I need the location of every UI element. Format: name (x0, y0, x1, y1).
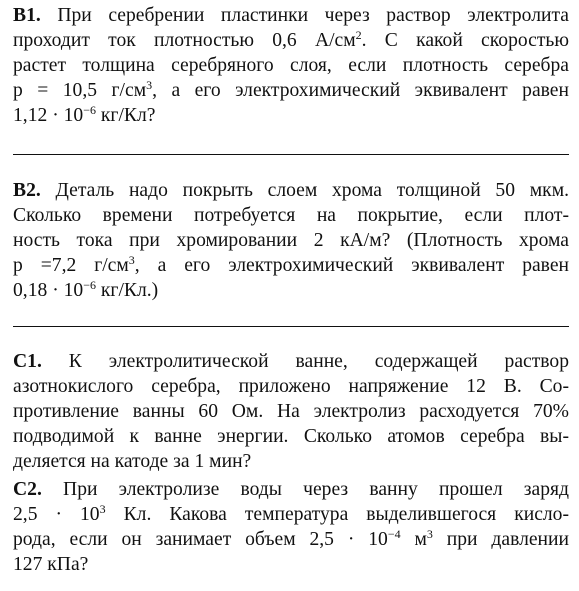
line-text: При электролизе воды через ванну прошел заряд (63, 479, 569, 500)
superscript: 3 (128, 253, 135, 267)
superscript: −4 (387, 527, 401, 541)
line-text: 1,12 · 10 (13, 105, 84, 126)
line-text: . С какой скоростью (361, 30, 569, 51)
problem-line (13, 78, 569, 103)
superscript: −6 (83, 278, 96, 292)
problem-line (13, 178, 569, 203)
line-text: м (400, 529, 427, 550)
problem-number: B2. (13, 180, 41, 201)
problem-line (13, 228, 569, 253)
superscript: 3 (99, 502, 106, 516)
line-text: деляется на катоде за 1 мин? (13, 451, 252, 472)
line-text: Деталь надо покрыть слоем хрома толщиной 50 мкм. (55, 180, 569, 201)
line-text: p = 10,5 г/см (13, 80, 147, 101)
problem-line (13, 552, 569, 577)
line-text: при давлении (432, 529, 569, 550)
problem-line (13, 53, 569, 78)
problem-line (13, 203, 569, 228)
line-text: противление ванны 60 Ом. На электролиз расходуется 70% (13, 401, 569, 422)
problem-line (13, 3, 569, 28)
line-text: 2,5 · 10 (13, 504, 100, 525)
problem-b2 (13, 178, 569, 303)
line-text: растет толщина серебряного слоя, если плотность серебра (13, 55, 569, 76)
line-text: К электролитической ванне, содержащей раствор (68, 351, 569, 372)
line-text: , а его электрохимический эквивалент равен (152, 80, 569, 101)
problem-line (13, 349, 569, 374)
superscript: 3 (146, 78, 153, 92)
superscript: 3 (426, 527, 433, 541)
problem-c2 (13, 477, 569, 577)
problem-line (13, 449, 569, 474)
line-text: ность тока при хромировании 2 кА/м? (Плотность хрома (13, 230, 569, 251)
problem-line (13, 399, 569, 424)
problem-line (13, 28, 569, 53)
problem-line (13, 374, 569, 399)
superscript: 2 (355, 28, 362, 42)
problem-line (13, 527, 569, 552)
line-text: Кл. Какова температура выделившегося кисло- (105, 504, 569, 525)
line-text: , а его электрохимический эквивалент равен (134, 255, 570, 276)
line-text: подводимой к ванне энергии. Сколько атомов серебра вы- (13, 426, 569, 447)
answer-line (13, 154, 569, 155)
problem-line (13, 424, 569, 449)
line-text: При серебрении пластинки через раствор электролита (57, 5, 569, 26)
problem-number: C1. (13, 351, 42, 372)
problem-line (13, 477, 569, 502)
line-text: проходит ток плотностью 0,6 А/см (13, 30, 356, 51)
line-text: p =7,2 г/см (13, 255, 129, 276)
problem-line (13, 253, 569, 278)
line-text: 0,18 · 10 (13, 280, 84, 301)
problem-number: C2. (13, 479, 42, 500)
answer-line (13, 326, 569, 327)
problem-line (13, 278, 569, 303)
problem-b1 (13, 3, 569, 128)
line-text: Сколько времени потребуется на покрытие, если плот- (13, 205, 569, 226)
problem-c1 (13, 349, 569, 474)
line-text: кг/Кл? (96, 105, 156, 126)
problem-number: B1. (13, 5, 41, 26)
problem-line (13, 502, 569, 527)
line-text: 127 кПа? (13, 554, 89, 575)
line-text: кг/Кл.) (96, 280, 159, 301)
superscript: −6 (83, 103, 96, 117)
line-text: рода, если он занимает объем 2,5 · 10 (13, 529, 388, 550)
problem-line (13, 103, 569, 128)
line-text: азотнокислого серебра, приложено напряжение 12 В. Со- (13, 376, 569, 397)
